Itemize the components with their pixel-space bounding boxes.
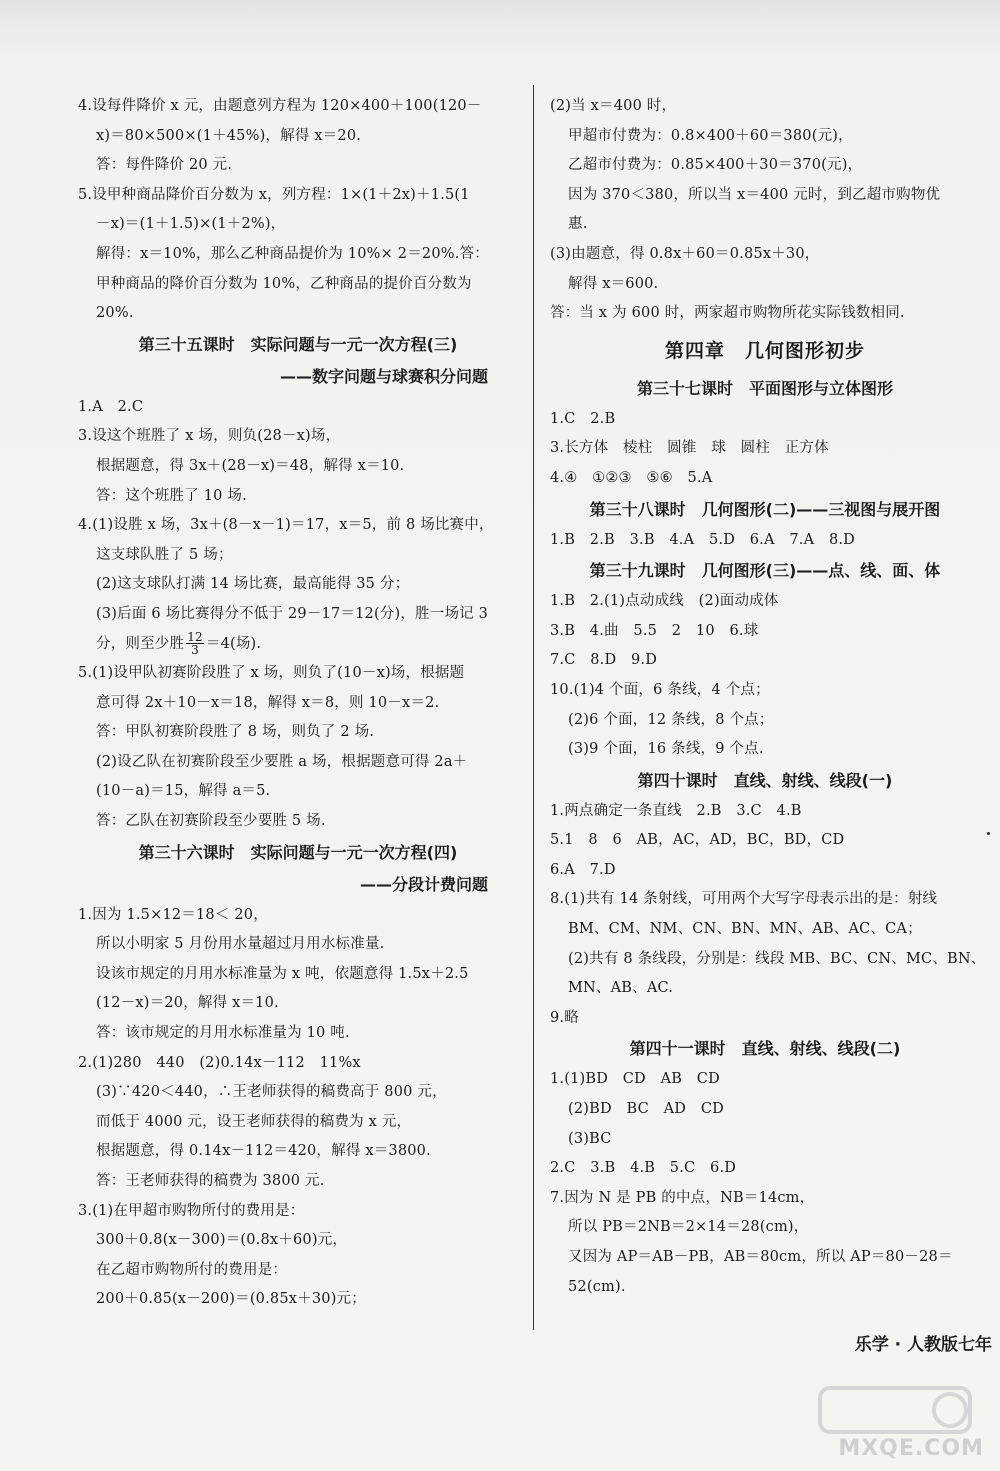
lesson-heading: 第四十一课时 直线、射线、线段(二) xyxy=(629,1039,901,1059)
answer-line: (12－x)＝20，解得 x＝10. xyxy=(96,995,279,1012)
answer-line: 答：乙队在初赛阶段至少要胜 5 场. xyxy=(96,813,326,830)
answer-line: 设该市规定的月用水标准量为 x 吨，依题意得 1.5x＋2.5 xyxy=(96,965,469,982)
lesson-heading: 第三十六课时 实际问题与一元一次方程(四) xyxy=(138,842,458,862)
answer-line: 意可得 2x＋10－x＝18，解得 x＝8，则 10－x＝2. xyxy=(96,694,440,711)
fraction-numerator: 12 xyxy=(187,630,203,644)
chapter-heading: 第四章 几何图形初步 xyxy=(664,339,865,362)
answer-line: (3)BC xyxy=(568,1130,612,1147)
answer-line: 1.C 2.B xyxy=(550,410,616,427)
answer-line: 3.长方体 棱柱 圆锥 球 圆柱 正方体 xyxy=(550,440,829,457)
answer-line: 解得：x＝10%，那么乙种商品提价为 10%× 2＝20%.答： xyxy=(96,245,489,262)
lesson-heading: 第三十七课时 平面图形与立体图形 xyxy=(636,378,893,398)
answer-line: 答：该市规定的月用水标准量为 10 吨. xyxy=(96,1025,350,1042)
answer-line: (3)由题意，得 0.8x＋60＝0.85x＋30， xyxy=(550,245,820,262)
answer-line: 52(cm). xyxy=(568,1278,626,1295)
answer-line: 甲种商品的降价百分数为 10%，乙种商品的提价百分数为 xyxy=(96,275,472,292)
column-divider xyxy=(533,85,534,1330)
answer-line: 4.④ ①②③ ⑤⑥ 5.A xyxy=(550,469,713,486)
answer-line: 1.因为 1.5×12＝18＜ 20， xyxy=(78,906,268,923)
lesson-heading: 第三十五课时 实际问题与一元一次方程(三) xyxy=(138,334,458,354)
answer-line: 乙超市付费为：0.85×400＋30＝370(元)， xyxy=(568,157,863,174)
answer-line: 而低于 4000 元，设王老师获得的稿费为 x 元， xyxy=(96,1113,412,1130)
answer-line: 7.C 8.D 9.D xyxy=(550,652,658,669)
answer-line: 答：甲队初赛阶段胜了 8 场，则负了 2 场. xyxy=(96,724,375,741)
answer-line: 1.(1)BD CD AB CD xyxy=(550,1071,720,1088)
answer-line: (2)设乙队在初赛阶段至少要胜 a 场，根据题意可得 2a＋ xyxy=(96,753,468,770)
answer-line: 1.B 2.(1)点动成线 (2)面动成体 xyxy=(550,593,779,610)
answer-line: －x)＝(1＋1.5)×(1＋2%)， xyxy=(96,216,286,233)
answer-line: 这支球队胜了 5 场； xyxy=(96,546,233,563)
answer-line: 答：当 x 为 600 时，两家超市购物所花实际钱数相同. xyxy=(550,305,905,322)
answer-line: 所以小明家 5 月份用水量超过月用水标准量. xyxy=(96,936,385,953)
answer-line: 甲超市付费为：0.8×400＋60＝380(元)， xyxy=(568,127,853,144)
answer-line: (2)共有 8 条线段，分别是：线段 MB、BC、CN、MC、BN、 xyxy=(568,950,986,967)
answer-line: 又因为 AP＝AB－PB，AB＝80cm，所以 AP＝80－28＝ xyxy=(568,1249,953,1265)
answer-line: 200＋0.85(x－200)＝(0.85x＋30)元； xyxy=(96,1291,366,1308)
answer-line: 2.(1)280 440 (2)0.14x－112 11%x xyxy=(78,1054,361,1071)
lesson-heading: 第三十九课时 几何图形(三)——点、线、面、体 xyxy=(589,561,941,581)
answer-line: 1.B 2.B 3.B 4.A 5.D 6.A 7.A 8.D xyxy=(550,531,856,548)
watermark-seal-icon xyxy=(800,1380,990,1440)
fraction xyxy=(186,631,204,656)
answer-line: (2)这支球队打满 14 场比赛，最高能得 35 分； xyxy=(96,576,410,593)
answer-line: 解得 x＝600. xyxy=(568,275,659,292)
right-column xyxy=(550,92,986,1302)
answer-text: 分，则至少胜 xyxy=(96,635,185,652)
answer-line: 10.(1)4 个面，6 条线，4 个点； xyxy=(550,681,770,698)
answer-line: 因为 370＜380，所以当 x＝400 元时，到乙超市购物优 xyxy=(568,186,941,203)
answer-line: 答：王老师获得的稿费为 3800 元. xyxy=(96,1173,325,1189)
lesson-subheading: ——数字问题与球赛积分问题 xyxy=(279,366,488,386)
answer-line: 8.(1)共有 14 条射线，可用两个大写字母表示出的是：射线 xyxy=(550,891,938,908)
answer-line: 根据题意，得 0.14x－112＝420，解得 x＝3800. xyxy=(96,1143,431,1160)
answer-line: 答：每件降价 20 元. xyxy=(96,157,233,174)
answer-line: (3)9 个面，16 条线，9 个点. xyxy=(568,741,764,758)
answer-line: 5.设甲种商品降价百分数为 x，列方程：1×(1＋2x)＋1.5(1 xyxy=(78,186,470,203)
answer-line: 4.(1)设胜 x 场，3x＋(8－x－1)＝17，x＝5，前 8 场比赛中， xyxy=(78,517,494,534)
answer-line: (2)当 x＝400 时， xyxy=(550,98,677,114)
answer-line: 5.1 8 6 AB，AC，AD，BC，BD，CD xyxy=(550,832,845,849)
answer-line: 所以 PB＝2NB＝2×14＝28(cm)， xyxy=(568,1219,809,1236)
answer-line: (3)∵420＜440，∴王老师获得的稿费高于 800 元， xyxy=(96,1084,447,1101)
lesson-heading: 第四十课时 直线、射线、线段(一) xyxy=(637,770,893,790)
answer-line: 在乙超市购物所付的费用是： xyxy=(96,1261,288,1278)
left-column xyxy=(78,92,518,1315)
watermark-logo xyxy=(800,1380,990,1465)
answer-line: 1.两点确定一条直线 2.B 3.C 4.B xyxy=(550,802,802,819)
answer-line: 惠. xyxy=(568,216,588,233)
answer-text: ＝4(场). xyxy=(205,635,262,652)
answer-line: 3.B 4.曲 5.5 2 10 6.球 xyxy=(550,622,759,639)
answer-line: (2)BD BC AD CD xyxy=(568,1101,724,1118)
answer-line: 4.设每件降价 x 元，由题意列方程为 120×400＋100(120－ xyxy=(78,98,482,114)
answer-line: (2)6 个面，12 条线，8 个点； xyxy=(568,711,774,728)
answer-line: 6.A 7.D xyxy=(550,861,616,878)
book-footer: 乐学 · 人教版七年 xyxy=(854,1335,992,1355)
margin-dot xyxy=(987,832,990,835)
answer-line: (10－a)＝15，解得 a＝5. xyxy=(96,783,271,800)
answer-line: x)＝80×500×(1＋45%)，解得 x＝20. xyxy=(96,127,362,144)
answer-line: 2.C 3.B 4.B 5.C 6.D xyxy=(550,1160,737,1177)
answer-line: 1.A 2.C xyxy=(78,398,144,415)
answer-line: BM、CM、NM、CN、BN、MN、AB、AC、CA； xyxy=(568,921,922,938)
answer-line: 答：这个班胜了 10 场. xyxy=(96,487,247,504)
answer-line xyxy=(78,630,518,660)
answer-line: 300＋0.8(x－300)＝(0.8x＋60)元， xyxy=(96,1232,348,1249)
answer-line: (3)后面 6 场比赛得分不低于 29－17＝12(分)，胜一场记 3 xyxy=(96,605,489,622)
answer-line: 5.(1)设甲队初赛阶段胜了 x 场，则负了(10－x)场，根据题 xyxy=(78,665,465,682)
answer-line: 20%. xyxy=(96,305,134,322)
lesson-subheading: ——分段计费问题 xyxy=(359,874,488,894)
lesson-heading: 第三十八课时 几何图形(二)——三视图与展开图 xyxy=(589,499,941,519)
answer-line: MN、AB、AC. xyxy=(568,980,674,997)
answer-line: 3.设这个班胜了 x 场，则负(28－x)场， xyxy=(78,428,341,445)
answer-line: 3.(1)在甲超市购物所付的费用是： xyxy=(78,1202,305,1219)
watermark-text: MXQE.COM xyxy=(838,1436,984,1461)
fraction-denominator: 3 xyxy=(191,643,199,657)
answer-line: 根据题意，得 3x＋(28－x)＝48，解得 x＝10. xyxy=(96,457,405,474)
answer-line: 9.略 xyxy=(550,1009,579,1026)
answer-line: 7.因为 N 是 PB 的中点，NB＝14cm， xyxy=(550,1189,815,1206)
